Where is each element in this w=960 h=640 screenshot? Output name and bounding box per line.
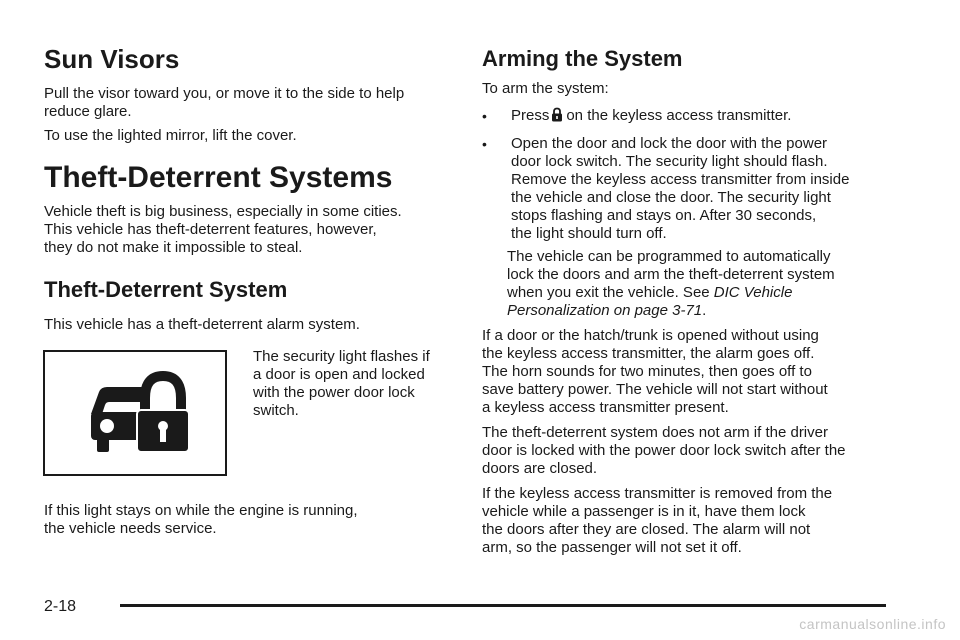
note-line-2: lock the doors and arm the theft-deterrent system — [507, 266, 835, 283]
alarm-line-5: a keyless access transmitter present. — [482, 399, 729, 416]
not-arm-line-1: The theft-deterrent system does not arm if the driver — [482, 424, 828, 441]
padlock-icon — [551, 107, 563, 122]
theft-systems-line-2: This vehicle has theft-deterrent features, however, — [44, 221, 377, 238]
dic-personalization-link-cont[interactable]: Personalization on page 3-71 — [507, 302, 703, 319]
passenger-line-2: vehicle while a passenger is in it, have them lock — [482, 503, 806, 520]
theft-systems-line-3: they do not make it impossible to steal. — [44, 239, 303, 256]
bullet-2-line-1: Open the door and lock the door with the power — [511, 135, 828, 152]
arming-intro: To arm the system: — [482, 80, 609, 97]
sun-visors-line-2: reduce glare. — [44, 103, 132, 120]
heading-theft-deterrent-system: Theft-Deterrent System — [44, 277, 288, 302]
heading-sun-visors: Sun Visors — [44, 44, 180, 74]
bullet-2-line-2: door lock switch. The security light should flash. — [511, 153, 828, 170]
security-light-illustration — [43, 350, 227, 476]
not-arm-line-3: doors are closed. — [482, 460, 598, 477]
sun-visors-line-1: Pull the visor toward you, or move it to the side to help — [44, 85, 405, 102]
service-line-2: the vehicle needs service. — [44, 520, 217, 537]
not-arm-line-2: door is locked with the power door lock switch after the — [482, 442, 846, 459]
note-line-3-text: when you exit the vehicle. See — [507, 284, 714, 301]
caption-line-4: switch. — [253, 402, 299, 419]
bullet-icon: • — [482, 136, 487, 152]
passenger-line-4: arm, so the passenger will not set it off. — [482, 539, 742, 556]
bullet-icon: • — [482, 108, 487, 124]
footer-divider — [120, 604, 886, 607]
note-line-4-period: . — [702, 302, 707, 319]
note-line-1: The vehicle can be programmed to automatically — [507, 248, 831, 265]
passenger-line-1: If the keyless access transmitter is removed from the — [482, 485, 833, 502]
page-number: 2-18 — [44, 598, 77, 615]
sun-visors-mirror-text: To use the lighted mirror, lift the cover. — [44, 127, 297, 144]
watermark: carmanualsonline.info — [799, 616, 946, 632]
alarm-line-4: save battery power. The vehicle will not start without — [482, 381, 828, 398]
passenger-line-3: the doors after they are closed. The alarm will not — [482, 521, 811, 538]
alarm-line-2: the keyless access transmitter, the alarm goes off. — [482, 345, 815, 362]
theft-system-intro: This vehicle has a theft-deterrent alarm system. — [44, 316, 360, 333]
alarm-line-1: If a door or the hatch/trunk is opened without using — [482, 327, 819, 344]
bullet-2-line-5: stops flashing and stays on. After 30 seconds, — [511, 207, 817, 224]
bullet-2-line-6: the light should turn off. — [511, 225, 667, 242]
alarm-line-3: The horn sounds for two minutes, then goes off to — [482, 363, 812, 380]
heading-theft-deterrent-systems: Theft-Deterrent Systems — [44, 161, 393, 194]
heading-arming-the-system: Arming the System — [482, 46, 683, 71]
caption-line-2: a door is open and locked — [253, 366, 425, 383]
car-with-padlock-icon — [45, 352, 225, 474]
bullet-2-line-3: Remove the keyless access transmitter from inside — [511, 171, 850, 188]
bullet-press-rest: on the keyless access transmitter. — [566, 107, 792, 124]
bullet-press-label: Press — [511, 107, 550, 124]
caption-line-3: with the power door lock — [253, 384, 415, 401]
caption-line-1: The security light flashes if — [253, 348, 430, 365]
dic-personalization-link[interactable]: DIC Vehicle — [713, 284, 793, 301]
bullet-2-line-4: the vehicle and close the door. The security light — [511, 189, 831, 206]
note-line-4 — [507, 302, 897, 320]
service-line-1: If this light stays on while the engine is running, — [44, 502, 358, 519]
theft-systems-line-1: Vehicle theft is big business, especially in some cities. — [44, 203, 402, 220]
note-line-3 — [507, 284, 897, 302]
